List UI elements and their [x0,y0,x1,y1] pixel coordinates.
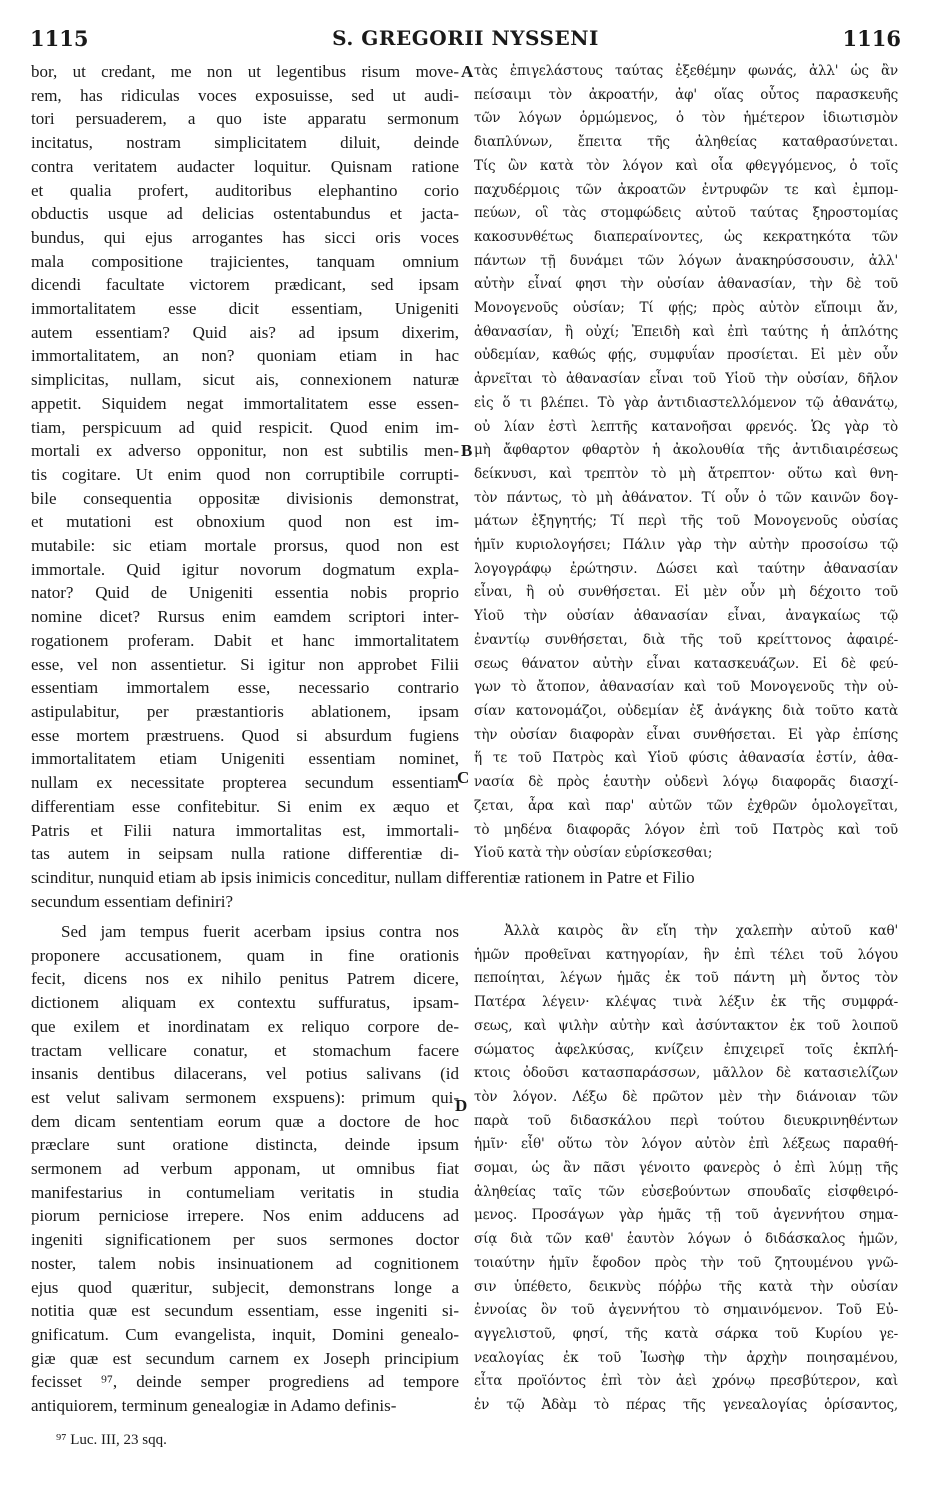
text-line: tas autem in seipsam nulla ratione differentiæ di- [31,844,459,864]
text-line: mortali ex adverso opponitur, non est subtilis men- [31,441,459,461]
margin-marker-a: A [461,62,474,81]
text-line: πεύων, οἳ τὰς στομφώδεις αὐτοῦ ταύτας ξηροστομίας [474,205,898,222]
latin-column-top [31,60,459,866]
text-line: σεως θάνατον αὐτὴν εἶναι κατασκευάζων. Εἰ δὲ φεύ- [474,655,898,672]
column-number-left: 1115 [30,26,89,51]
text-line: Sed jam tempus fuerit acerbam ipsius contra nos [61,922,459,941]
text-line: νεαλογίας ἐκ τοῦ Ἰωσὴφ τὴν ἀρχὴν ποιησαμένου, [474,1349,898,1366]
text-line: dem dicam sententiam eorum quæ a doctore de hoc [31,1111,459,1131]
text-line: ἀληθείας ταῖς τῶν εὐσεβούντων σπουδαῖς εἰσφθειρό- [474,1183,898,1200]
text-line: Μονογενοῦς οὐσίαν; Τί φῄς; πρὸς αὐτὸν εἴποιμι ἄν, [474,300,898,317]
text-line: incitatus, nostram simplicitatem diluit, deinde [31,133,459,153]
text-line: εἶτα προϊόντος ἐπὶ τὸν ἀεὶ χρόνῳ πρεσβύτερον, καὶ [474,1373,898,1390]
text-line: noster, talem nobis insinuationem ad cognitionem [31,1253,459,1273]
text-line: τὴν οὐσίαν διαφορὰν εἶναι συνθήσεται. Εἰ γὰρ ἐπίσης [474,726,898,743]
text-line: est velut salivam sermonem exspuens): primum qui- [31,1087,459,1107]
text-line: nomine dicet? Rursus enim eamdem scriptori inter- [31,607,459,627]
text-line: insanis dentibus dilacerans, vel potius salivans (id [31,1064,459,1084]
greek-column-top [474,60,898,866]
text-line: tori persuaderem, a quo iste apparatu sermonum [31,109,459,129]
text-line: κτοις ὀδοῦσι κατασπαράσσων, μᾶλλον δὲ κατασιελίζων [474,1065,898,1082]
text-line: notitia quæ est secundum essentiam, esse ingeniti si- [31,1301,459,1321]
text-line: manifestarius in contumeliam veritatis in studia [31,1182,459,1202]
text-line: μενος. Προσάγων γὰρ ἡμᾶς τῇ τοῦ ἀγεννήτου σημα- [474,1207,898,1224]
full-width-line: scinditur, nunquid etiam ab ipsis inimicis conceditur, nullam differentiæ rationem in Patre et Filio [31,868,695,887]
text-line: tis cogitare. Ut enim quod non corruptibile corrupti- [31,464,459,484]
text-line: proponere accusationem, quam in fine orationis [31,945,459,965]
text-line: αὐτὴν εἶναί φησι τὴν οὐσίαν ἀθανασίαν, τὴν δὲ τοῦ [474,276,898,293]
text-line: appetit. Siquidem negat immortalitatem esse essen- [31,393,459,413]
text-line: πείσαιμι τὸν ἀκροατήν, ἀφ' οἵας οὗτος παρασκευῆς [474,86,898,103]
text-line: νασία δὲ πρὸς ἑαυτὴν οὐδενὶ λόγῳ διαφορᾶς διασχί- [474,774,898,791]
text-line: διαπλύνων, ἔπειτα τῆς ἀληθείας καταθρασύνεται. [474,134,898,151]
text-line: gnificatum. Cum evangelista, inquit, Domini genealo- [31,1324,459,1344]
text-line: ἡμῖν κυριολογήσει; Πάλιν γὰρ τὴν αὐτὴν προσοίσω τῷ [474,537,898,554]
text-line: σίᾳ διὰ τῶν καθ' ἑαυτὸν λόγων ὁ διδάσκαλος ἡμῶν, [474,1231,898,1248]
running-title: S. GREGORII NYSSENI [332,26,599,50]
text-line: ἐννοίας ὂν τοῦ ἀγεννήτου τὸ σημαινόμενον. Τοῦ Εὐ- [474,1302,898,1319]
text-line: sermonem ad verbum apponam, ut omnibus fiat [31,1159,459,1179]
text-line: mala compositione trajicientes, tanquam omnium [31,251,459,271]
text-line: contra veritatem audacter loquitur. Quisnam ratione [31,156,459,176]
text-line: bundus, qui ejus arrogantes has sicci oris voces [31,227,459,247]
text-line: que exilem et inordinatam ex reliquo corpore de- [31,1016,459,1036]
text-line: et qualia profert, auditoribus elephantino corio [31,180,459,200]
text-line: autem essentiam? Quid ais? ad ipsum dixerim, [31,322,459,342]
text-line: τῶν λόγων ὁρμώμενος, ὁ τὸν ἡμέτερον ἰδιωτισμὸν [474,110,898,127]
latin-continuation [31,890,459,914]
margin-marker-c: C [457,768,470,787]
text-line: κακοσυνθέτως διαπεραίνοντες, ὡς κεκρατηκότα τῶν [474,228,898,245]
text-line: τὸν πάντως, τὸ μὴ ἀθάνατον. Τί οὖν ὁ τῶν καινῶν δογ- [474,489,898,506]
greek-column-bottom [474,920,898,1418]
text-line: τοιαύτην ἡμῖν ἔφοδον πρὸς τὴν τοῦ ζητουμένου γνῶ- [474,1254,898,1271]
text-line: rem, has ridiculas voces exposuisse, sed ut audi- [31,85,459,105]
text-line: esse mortem præstruens. Quod si absurdum fugiens [31,725,459,745]
text-line: σιν ὑπέθετο, δεικνὺς πόῤῥω τῆς κατὰ τὴν οὐσίαν [474,1278,898,1295]
text-line: σίαν κατονομάζοι, οὐδεμίαν ἐξ ἀνάγκης διὰ τοῦτο κατὰ [474,702,898,719]
text-line: πάντων τῇ δυνάμει τῶν λόγων ἀνακηρύσσουσιν, ἀλλ' [474,252,898,269]
text-line: οὐδεμίαν, καθώς φῄς, συμφυΐαν προσίεται. Εἰ μὲν οὖν [474,347,898,364]
text-line: giæ quæ est secundum carnem ex Joseph principium [31,1348,459,1368]
text-line: εἰς ὅ τι βλέπει. Τὸ γὰρ ἀντιδιαστελλόμενον τῷ ἀθανάτῳ, [474,394,898,411]
text-line: μὴ ἄφθαρτον φθαρτὸν ἡ ἀκολουθία τῆς ἀντιδιαιρέσεως [474,442,898,459]
text-line: et mutationi est obnoxium quod non est im- [31,512,459,532]
text-line: antiquiorem, terminum genealogiæ in Adamo definis- [31,1396,397,1416]
text-line: ejus quod quæritur, subjecit, demonstrans longe a [31,1277,459,1297]
text-line: εἶναι, ἢ οὐ συνθήσεται. Εἰ μὲν οὖν μὴ δέχοιτο τοῦ [474,584,898,601]
text-line: tiam, perspicuum ad quid respicit. Quod enim im- [31,417,459,437]
text-line: σεως, καὶ ψιλὴν αὐτὴν καὶ ἀσύντακτον ἐκ τοῦ λοιποῦ [474,1017,898,1034]
text-line: παχυδέρμοις τῶν ἀκροατῶν ἐντρυφῶν τε καὶ ἐμπομ- [474,181,898,198]
text-line: ἥ τε τοῦ Πατρὸς καὶ Υἱοῦ φύσις ἀθανασία ἐστίν, ἀθα- [474,750,898,767]
text-line: τὸ μηδένα διαφορᾶς λόγον ἐπὶ τοῦ Πατρὸς καὶ τοῦ [474,821,898,838]
text-line: τὸν λόγον. Λέξω δὲ πρῶτον μὲν τὴν διάνοιαν τῶν [474,1088,898,1105]
page-header [30,26,901,56]
margin-marker-d: D [455,1096,468,1115]
text-line: σομαι, ὡς ἂν πᾶσι γένοιτο φανερὸς ὁ ἐπὶ λύμῃ τῆς [474,1160,898,1177]
text-line: αγγελιστοῦ, φησί, τῆς κατὰ σάρκα τοῦ Κυρίου γε- [474,1325,898,1342]
text-line: Υἱοῦ τὴν οὐσίαν ἀθανασίαν εἶναι, ἀναγκαίως τῷ [474,608,898,625]
text-line: ἐν τῷ Ἀδὰμ τὸ πέρας τῆς γενεαλογίας ὁρίσαντος, [474,1397,898,1414]
text-line: obductis usque ad delicias ostentabundus et jacta- [31,204,459,224]
text-line: πεποίηται, λέγων ἡμᾶς ἐκ τοῦ πάντη μὴ ὄντος τὸν [474,970,898,987]
text-line: immortalitatem, an non? quoniam etiam in hac [31,346,459,366]
text-line: nator? Quid de Unigeniti essentia nobis proprio [31,583,459,603]
text-line: tractam vellicare conatur, et stomachum facere [31,1040,459,1060]
text-line: nullam ex necessitate propterea secundum essentiam [31,773,459,793]
text-line: fecisset ⁹⁷, deinde semper progrediens ad tempore [31,1372,459,1392]
text-line: λογογράφῳ ἐρώτησιν. Δώσει καὶ ταύτην ἀθανασίαν [474,560,898,577]
text-line: fecit, dicens nos ex nihilo penitus Patrem dicere, [31,969,459,989]
text-line: ζεται, ἆρα καὶ παρ' αὐτῶν τῶν ἐχθρῶν ὁμολογεῖται, [474,797,898,814]
text-line: δείκνυσι, καὶ τρεπτὸν τὸ μὴ ἄτρεπτον· οὕτω καὶ θνη- [474,465,898,482]
text-line: bor, ut credant, me non ut legentibus risum move- [31,62,459,81]
footnote: ⁹⁷ Luc. III, 23 sqq. [56,1432,167,1448]
text-line: παρὰ τοῦ διδασκάλου περὶ τούτου διευκρινηθέντων [474,1112,898,1129]
text-line: dictionem aliquam ex contextu suffuratus, ipsam- [31,993,459,1013]
text-line: præclare sunt oratione distincta, deinde ipsum [31,1135,459,1155]
text-line: differentiam esse confitebitur. Si enim ex æquo et [31,796,459,816]
text-line: ἐναντίῳ συνθήσεται, διὰ τῆς τοῦ κρείττονος ἀφαιρέ- [474,631,898,648]
text-line: rogationem proferam. Dabit et hanc immortalitatem [31,630,459,650]
text-line: immortale. Quid igitur novorum dogmatum expla- [31,559,459,579]
text-line: τὰς ἐπιγελάστους ταύτας ἐξεθέμην φωνάς, ἀλλ' ὡς ἂν [474,63,898,79]
text-line: Τίς ὢν κατὰ τὸν λόγον καὶ οἷα φθεγγόμενος, ὁ τοῖς [474,157,898,174]
text-line: essentiam immortalem esse, necessario contrario [31,678,459,698]
latin-column-bottom [31,920,459,1418]
text-line: immortalitatem etiam Unigeniti essentiam nominet, [31,749,459,769]
text-line: Υἱοῦ κατὰ τὴν οὐσίαν εὑρίσκεσθαι; [474,845,713,862]
margin-marker-b: B [461,441,473,460]
latin-line: secundum essentiam definiri? [31,892,234,911]
text-line: ἀρνεῖται τὸ ἀθανασίαν εἶναι τοῦ Υἱοῦ τὴν οὐσίαν, δῆλον [474,371,898,388]
text-line: ἡμῶν προθεῖναι κατηγορίαν, ἣν ἐπὶ τέλει τοῦ λόγου [474,946,898,963]
text-line: Πατέρα λέγειν· κλέψας τινὰ λέξιν ἐκ τῆς συμφρά- [474,994,898,1011]
text-line: Patris et Filii natura immortalitas est, immortali- [31,820,459,840]
text-line: οὐ λίαν ἐστὶ λεπτῆς κατανοῆσαι φρενός. Ὡς γὰρ τὸ [474,418,898,435]
text-line: bile consequentia oppositæ divisionis demonstrat, [31,488,459,508]
text-line: esse, vel non assentietur. Si igitur non approbet Filii [31,654,459,674]
text-line: dicendi facultate victorem prædicant, sed ipsam [31,275,459,295]
text-line: ingeniti significationem per suos sermones doctor [31,1230,459,1250]
text-line: piorum perniciose irrepere. Nos enim adducens ad [31,1206,459,1226]
text-line: ἡμῖν· εἶθ' οὕτω τὸν λόγον αὐτὸν ἐπὶ λέξεως παραθή- [474,1136,898,1153]
text-line: mutabile: sic etiam mortale prorsus, quod non est [31,536,459,556]
text-line: γων τὸ ἄτοπον, ἀθανασίαν καὶ τοῦ Μονογενοῦς τὴν οὐ- [474,679,898,696]
text-line: astipulabitur, per præstantioris ablationem, ipsam [31,701,459,721]
text-line: μάτων ἐξηγητής; Τί περὶ τῆς τοῦ Μονογενοῦς οὐσίας [474,513,898,530]
text-line: simplicitas, nullam, sicut ais, connexionem naturæ [31,370,459,390]
text-line: Ἀλλὰ καιρὸς ἂν εἴη τὴν χαλεπὴν αὐτοῦ καθ' [504,923,898,939]
column-number-right: 1116 [842,26,901,51]
text-line: ἀθανασίαν, ἢ οὐχί; Ἐπειδὴ καὶ ἐπὶ ταύτης ἡ ἁπλότης [474,323,898,340]
text-line: σώματος ἀφελκύσας, κνίζειν ἐπιχειρεῖ τοῖς ἐκπλή- [474,1041,898,1058]
text-line: immortalitatem esse dicit essentiam, Unigeniti [31,299,459,319]
